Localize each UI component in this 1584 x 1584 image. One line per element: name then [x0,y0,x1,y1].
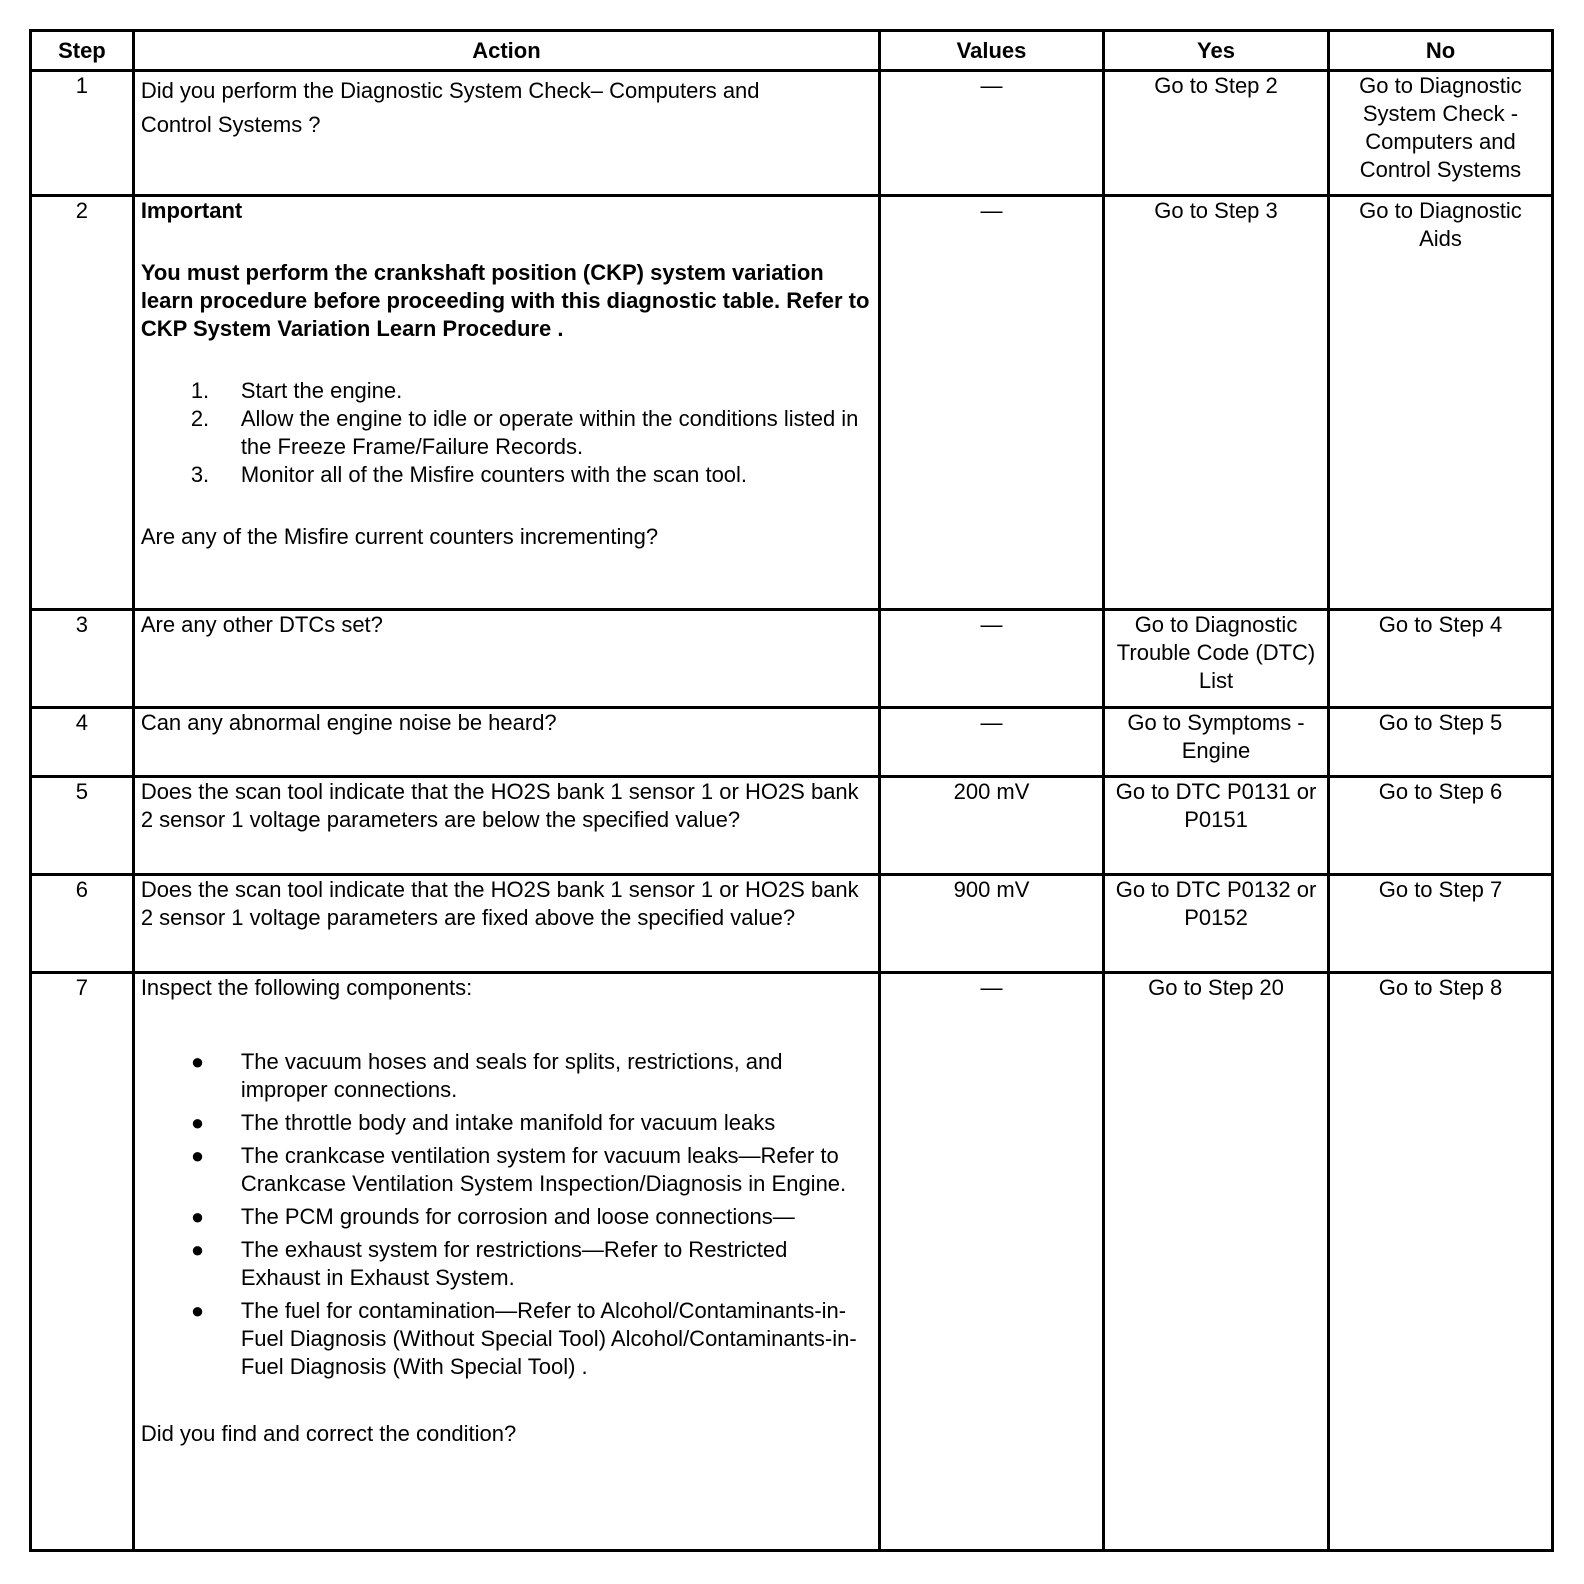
header-action: Action [133,31,879,71]
header-step: Step [31,31,134,71]
no-link[interactable]: Go to Step 8 [1329,973,1553,1551]
action-intro: Inspect the following components: [140,975,473,1000]
step-number: 2 [31,196,134,610]
action-text: Can any abnormal engine noise be heard? [133,708,879,777]
yes-link[interactable]: Go to DTC P0131 or P0151 [1104,777,1329,875]
action-question: Did you find and correct the condition? [140,1421,517,1446]
table-row [31,777,1553,875]
yes-link[interactable]: Go to Diagnostic Trouble Code (DTC) List [1104,610,1329,708]
value-cell: 900 mV [880,875,1104,973]
list-item: ● The throttle body and intake manifold for vacuum leaks [190,1110,776,1135]
value-cell: — [880,196,1104,610]
list-item: ● The PCM grounds for corrosion and loose connections— [190,1204,795,1229]
list-item: ● The vacuum hoses and seals for splits, restrictions, and improper connections. [190,1049,783,1102]
list-item: 2. Allow the engine to idle or operate within the conditions listed in the Freeze Frame/Failure Records. [190,406,859,459]
header-yes: Yes [1104,31,1329,71]
list-item: ● The fuel for contamination—Refer to Alcohol/Contaminants-in-Fuel Diagnosis (Without Special Tool) Alcohol/Contaminants-in-Fuel Diagnosis (With Special Tool) . [190,1298,857,1379]
header-values: Values [880,31,1104,71]
action-cell [133,71,879,196]
table-row [31,973,1553,1551]
step-number: 5 [31,777,134,875]
no-link[interactable]: Go to Step 6 [1329,777,1553,875]
list-item: 1. Start the engine. [190,378,403,403]
action-cell [133,196,879,610]
list-item: 3. Monitor all of the Misfire counters with the scan tool. [190,462,748,487]
step-number: 3 [31,610,134,708]
value-cell: — [880,708,1104,777]
important-note: You must perform the crankshaft position (CKP) system variation learn procedure before proceeding with this diagnostic table. Refer to CKP System Variation Learn Procedure . [140,260,870,341]
value-cell: 200 mV [880,777,1104,875]
step-number: 6 [31,875,134,973]
action-text: Did you perform the Diagnostic System Check– Computers and [140,78,760,103]
table-row [31,610,1553,708]
no-link[interactable]: Go to Step 7 [1329,875,1553,973]
value-cell: — [880,610,1104,708]
action-text: Are any other DTCs set? [133,610,879,708]
action-question: Are any of the Misfire current counters incrementing? [140,524,659,549]
diagnostic-table [29,29,1554,1552]
table-row [31,708,1553,777]
yes-link[interactable]: Go to Step 20 [1104,973,1329,1551]
no-link[interactable]: Go to Step 5 [1329,708,1553,777]
component-list [141,1048,872,1381]
list-item: ● The crankcase ventilation system for vacuum leaks—Refer to Crankcase Ventilation System Inspection/Diagnosis in Engine. [190,1143,847,1196]
value-cell: — [880,71,1104,196]
no-link[interactable]: Go to Diagnostic Aids [1329,196,1553,610]
table-row [31,71,1553,196]
value-cell: — [880,973,1104,1551]
no-link[interactable]: Go to Step 4 [1329,610,1553,708]
action-cell [133,973,879,1551]
header-row [31,31,1553,71]
step-number: 4 [31,708,134,777]
yes-link[interactable]: Go to Step 3 [1104,196,1329,610]
table-row [31,196,1553,610]
action-text: Control Systems ? [140,112,321,137]
step-number: 7 [31,973,134,1551]
yes-link[interactable]: Go to Step 2 [1104,71,1329,196]
yes-link[interactable]: Go to Symptoms - Engine [1104,708,1329,777]
header-no: No [1329,31,1553,71]
substep-list [141,377,872,489]
table-row [31,875,1553,973]
important-label: Important [140,198,243,223]
yes-link[interactable]: Go to DTC P0132 or P0152 [1104,875,1329,973]
no-link[interactable]: Go to Diagnostic System Check - Computers and Control Systems [1329,71,1553,196]
list-item: ● The exhaust system for restrictions—Refer to Restricted Exhaust in Exhaust System. [190,1237,788,1290]
action-text: Does the scan tool indicate that the HO2S bank 1 sensor 1 or HO2S bank 2 sensor 1 voltage parameters are fixed above the specified value? [133,875,879,973]
action-text: Does the scan tool indicate that the HO2S bank 1 sensor 1 or HO2S bank 2 sensor 1 voltage parameters are below the specified value? [133,777,879,875]
step-number: 1 [31,71,134,196]
